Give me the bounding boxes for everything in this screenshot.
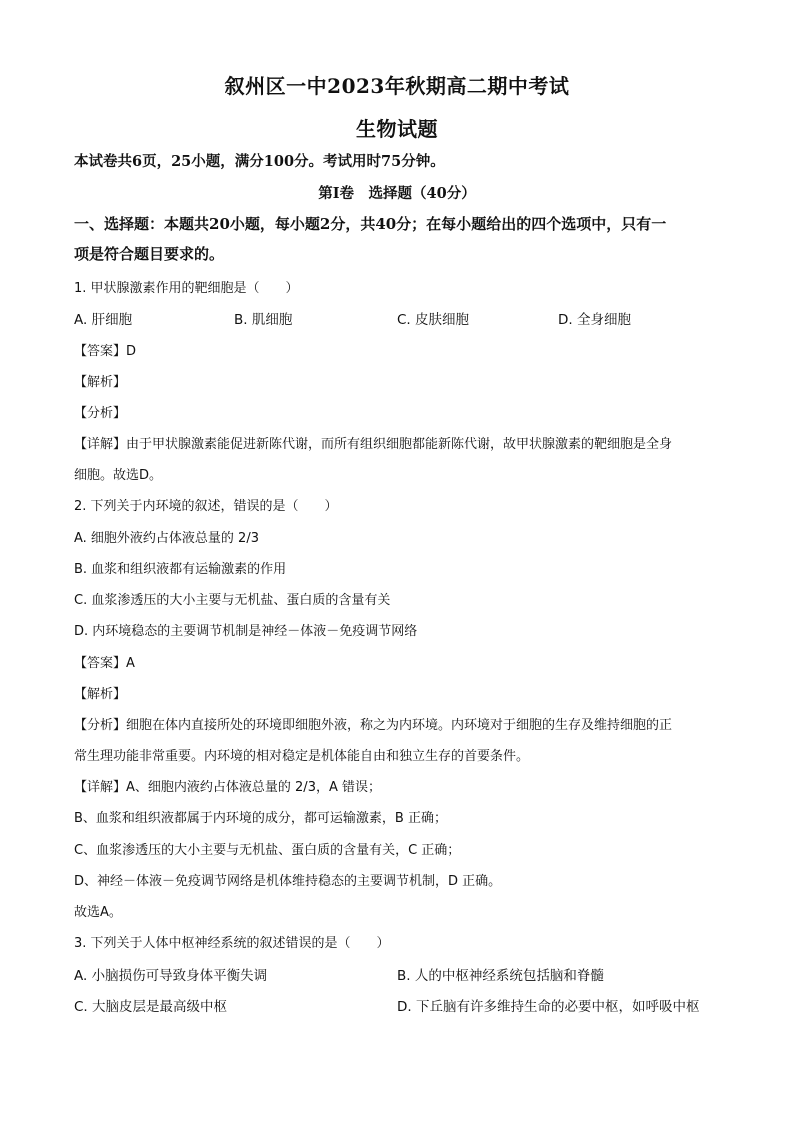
instruction-line-1: 一、选择题：本题共20小题，每小题2分，共40分；在每小题给出的四个选项中，只有一 [74,215,667,233]
q3-option-a: A. 小脑损伤可导致身体平衡失调 [74,968,268,984]
q2-analysis-label: 【解析】 [74,687,127,702]
q1-option-d: D. 全身细胞 [558,312,631,328]
detail-label: 【详解】 [74,437,127,452]
q2-option-c: C. 血浆渗透压的大小主要与无机盐、蛋白质的含量有关 [74,593,391,608]
q1-option-c: C. 皮肤细胞 [397,312,470,328]
q2-fenxi-row [74,714,672,733]
q3-option-d: D. 下丘脑有许多维持生命的必要中枢，如呼吸中枢 [397,999,700,1015]
q1-answer: D [126,344,137,359]
q1-answer-row [74,340,136,359]
q2-option-a: A. 细胞外液约占体液总量的 2/3 [74,531,259,546]
exam-subtitle: 生物试题 [356,117,438,141]
section-title: 第Ⅰ卷 选择题（40分） [318,185,476,202]
q1-option-b: B. 肌细胞 [234,312,293,328]
q1-detail-line-1: 由于甲状腺激素能促进新陈代谢，而所有组织细胞都能新陈代谢，故甲状腺激素的靶细胞是全身 [126,437,673,452]
q2-detail-line-1: A、细胞内液约占体液总量的 2/3，A 错误； [126,780,381,795]
fenxi-label: 【分析】 [74,718,127,733]
answer-label: 【答案】 [74,656,127,671]
q1-detail-row [74,433,672,452]
q2-fenxi-line-2: 常生理功能非常重要。内环境的相对稳定是机体能自由和独立生存的首要条件。 [74,749,530,764]
instruction-line-2: 项是符合题目要求的。 [74,245,225,263]
exam-title: 叙州区一中2023年秋期高二期中考试 [224,74,570,98]
exam-info: 本试卷共6页，25小题，满分100分。考试用时75分钟。 [74,153,445,170]
q1-detail-line-2: 细胞。故选D。 [74,468,163,483]
q2-detail-line-3: C、血浆渗透压的大小主要与无机盐、蛋白质的含量有关，C 正确； [74,843,461,858]
q2-fenxi-line-1: 细胞在体内直接所处的环境即细胞外液，称之为内环境。内环境对于细胞的生存及维持细胞的正 [126,718,673,733]
q2-conclusion: 故选A。 [74,905,122,920]
q2-option-b: B. 血浆和组织液都有运输激素的作用 [74,562,287,577]
q1-analysis-label: 【解析】 [74,375,127,390]
q3-option-b: B. 人的中枢神经系统包括脑和脊髓 [397,968,604,984]
q2-answer: A [126,656,135,671]
q2-answer-row [74,652,135,671]
q2-option-d: D. 内环境稳态的主要调节机制是神经－体液－免疫调节网络 [74,624,418,639]
q2-stem: 2. 下列关于内环境的叙述，错误的是（ ） [74,499,338,514]
q2-detail-row [74,776,381,795]
q3-stem: 3. 下列关于人体中枢神经系统的叙述错误的是（ ） [74,936,390,951]
q1-option-a: A. 肝细胞 [74,312,133,328]
detail-label: 【详解】 [74,780,127,795]
q1-stem: 1. 甲状腺激素作用的靶细胞是（ ） [74,281,299,296]
q2-detail-line-2: B、血浆和组织液都属于内环境的成分，都可运输激素，B 正确； [74,811,447,826]
q1-fenxi-label: 【分析】 [74,406,127,421]
answer-label: 【答案】 [74,344,127,359]
q3-option-c: C. 大脑皮层是最高级中枢 [74,999,228,1015]
q2-detail-line-4: D、神经－体液－免疫调节网络是机体维持稳态的主要调节机制，D 正确。 [74,874,502,889]
